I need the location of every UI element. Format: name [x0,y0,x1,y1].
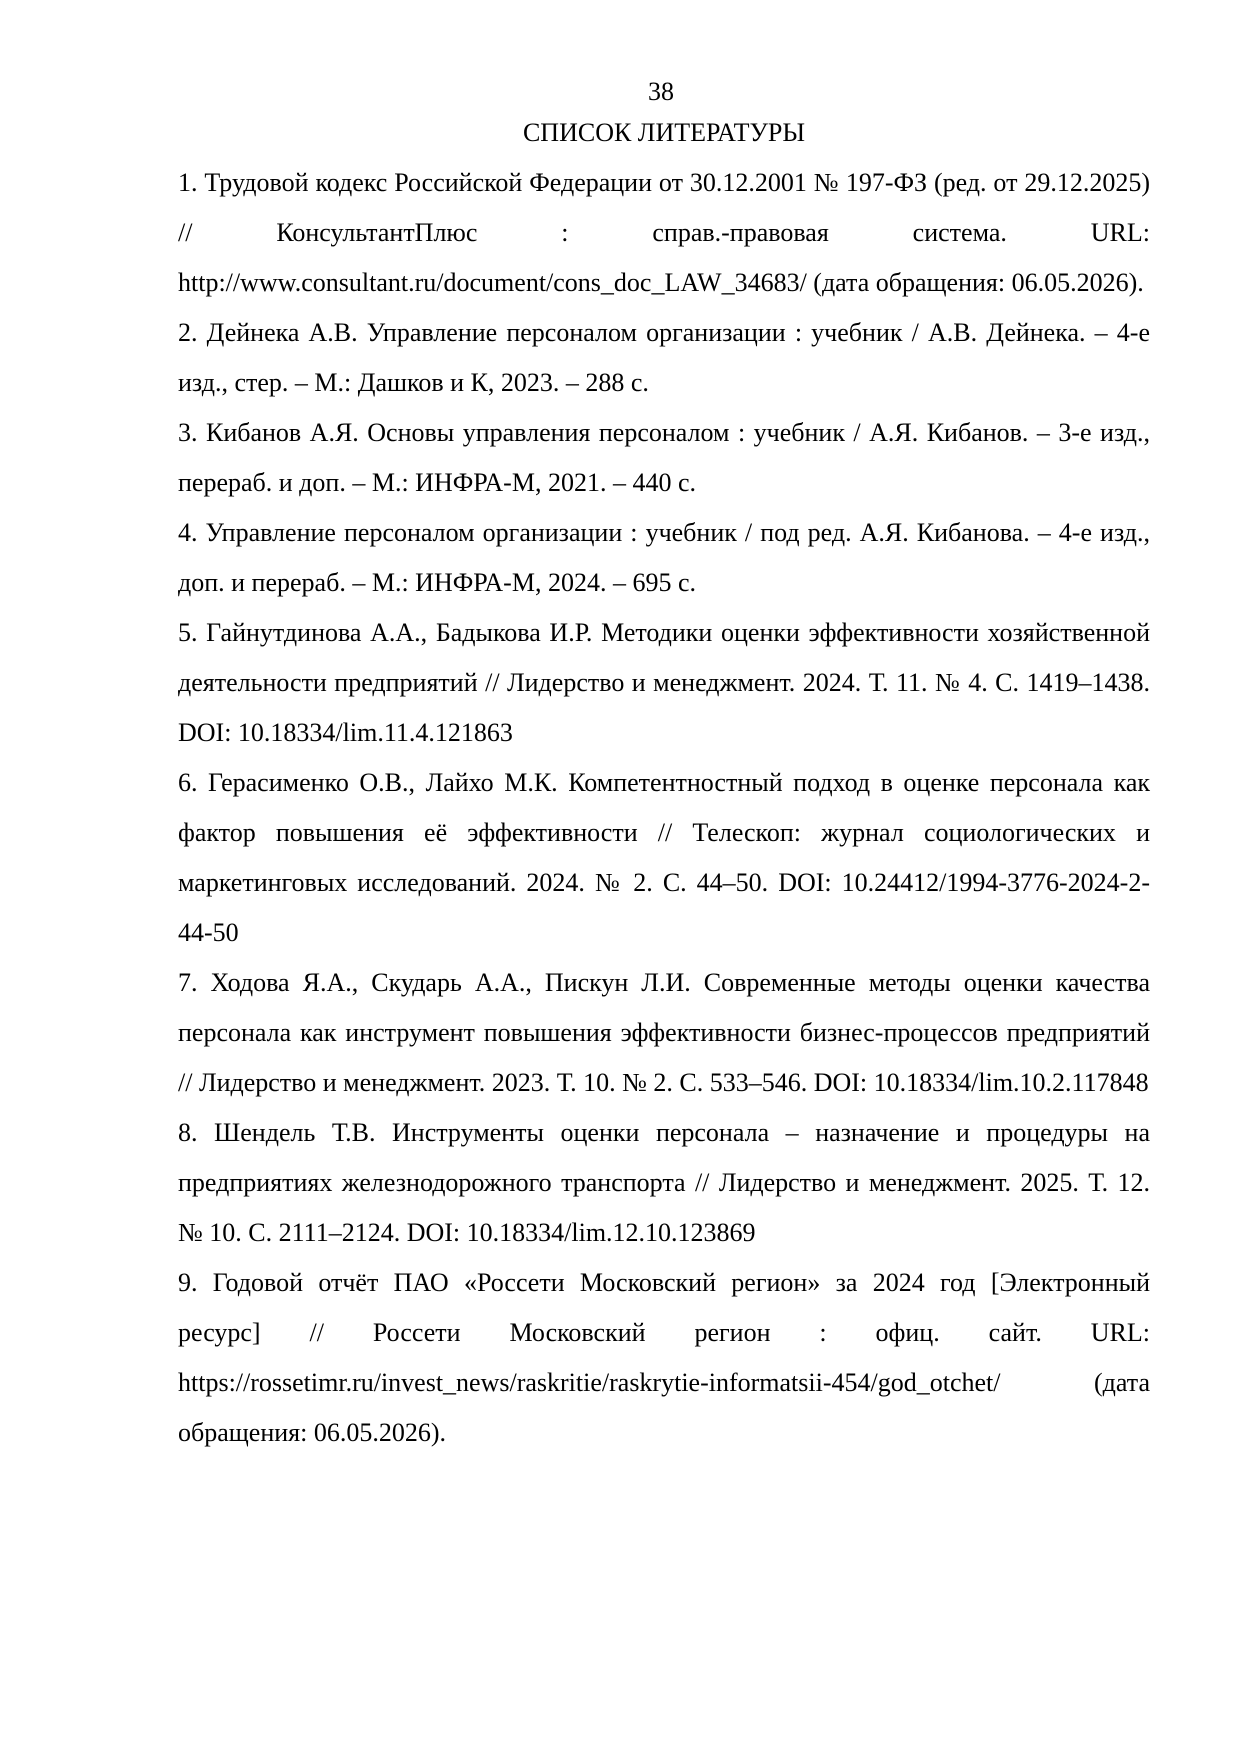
reference-item: 4. Управление персоналом организации : учебник / под ред. А.Я. Кибанова. – 4-е изд., доп. и перераб. – М.: ИНФРА-М, 2024. – 695 с. [178,518,1150,597]
reference-item: 8. Шендель Т.В. Инструменты оценки персонала – назначение и процедуры на предприятиях железнодорожного транспорта // Лидерство и менеджмент. 2025. Т. 12. № 10. С. 2111–2124. DOI: 10.18334/lim.12.10.123869 [178,1118,1150,1247]
reference-item: 7. Ходова Я.А., Скударь А.А., Пискун Л.И. Современные методы оценки качества персонала как инструмент повышения эффективности бизнес-процессов предприятий // Лидерство и менеджмент. 2023. Т. 10. № 2. С. 533–546. DOI: 10.18334/lim.10.2.117848 [178,968,1150,1097]
reference-item: 9. Годовой отчёт ПАО «Россети Московский регион» за 2024 год [Электронный ресурс] // Россети Московский регион : офиц. сайт. URL: https://rossetimr.ru/invest_news/raskritie/raskrytie-informatsii-454/god_otchet/ (дата обращения: 06.05.2026). [178,1268,1150,1447]
page-number: 38 [648,77,674,106]
reference-item: 6. Герасименко О.В., Лайхо М.К. Компетентностный подход в оценке персонала как фактор повышения её эффективности // Телескоп: журнал социологических и маркетинговых исследований. 2024. № 2. С. 44–50. DOI: 10.24412/1994-3776-2024-2-44-50 [178,768,1150,947]
reference-list [178,158,1150,1458]
document-body [178,113,1150,1458]
page-title: СПИСОК ЛИТЕРАТУРЫ [522,118,806,147]
reference-item: 1. Трудовой кодекс Российской Федерации от 30.12.2001 № 197-ФЗ (ред. от 29.12.2025) // КонсультантПлюс : справ.-правовая система. URL: http://www.consultant.ru/document/cons_doc_LAW_34683/ (дата обращения: 06.05.2026). [178,168,1150,297]
reference-item: 2. Дейнека А.В. Управление персоналом организации : учебник / А.В. Дейнека. – 4-е изд., стер. – М.: Дашков и К, 2023. – 288 с. [178,318,1150,397]
reference-item: 3. Кибанов А.Я. Основы управления персоналом : учебник / А.Я. Кибанов. – 3-е изд., перераб. и доп. – М.: ИНФРА-М, 2021. – 440 с. [178,418,1150,497]
reference-item: 5. Гайнутдинова А.А., Бадыкова И.Р. Методики оценки эффективности хозяйственной деятельности предприятий // Лидерство и менеджмент. 2024. Т. 11. № 4. С. 1419–1438. DOI: 10.18334/lim.11.4.121863 [178,618,1150,747]
